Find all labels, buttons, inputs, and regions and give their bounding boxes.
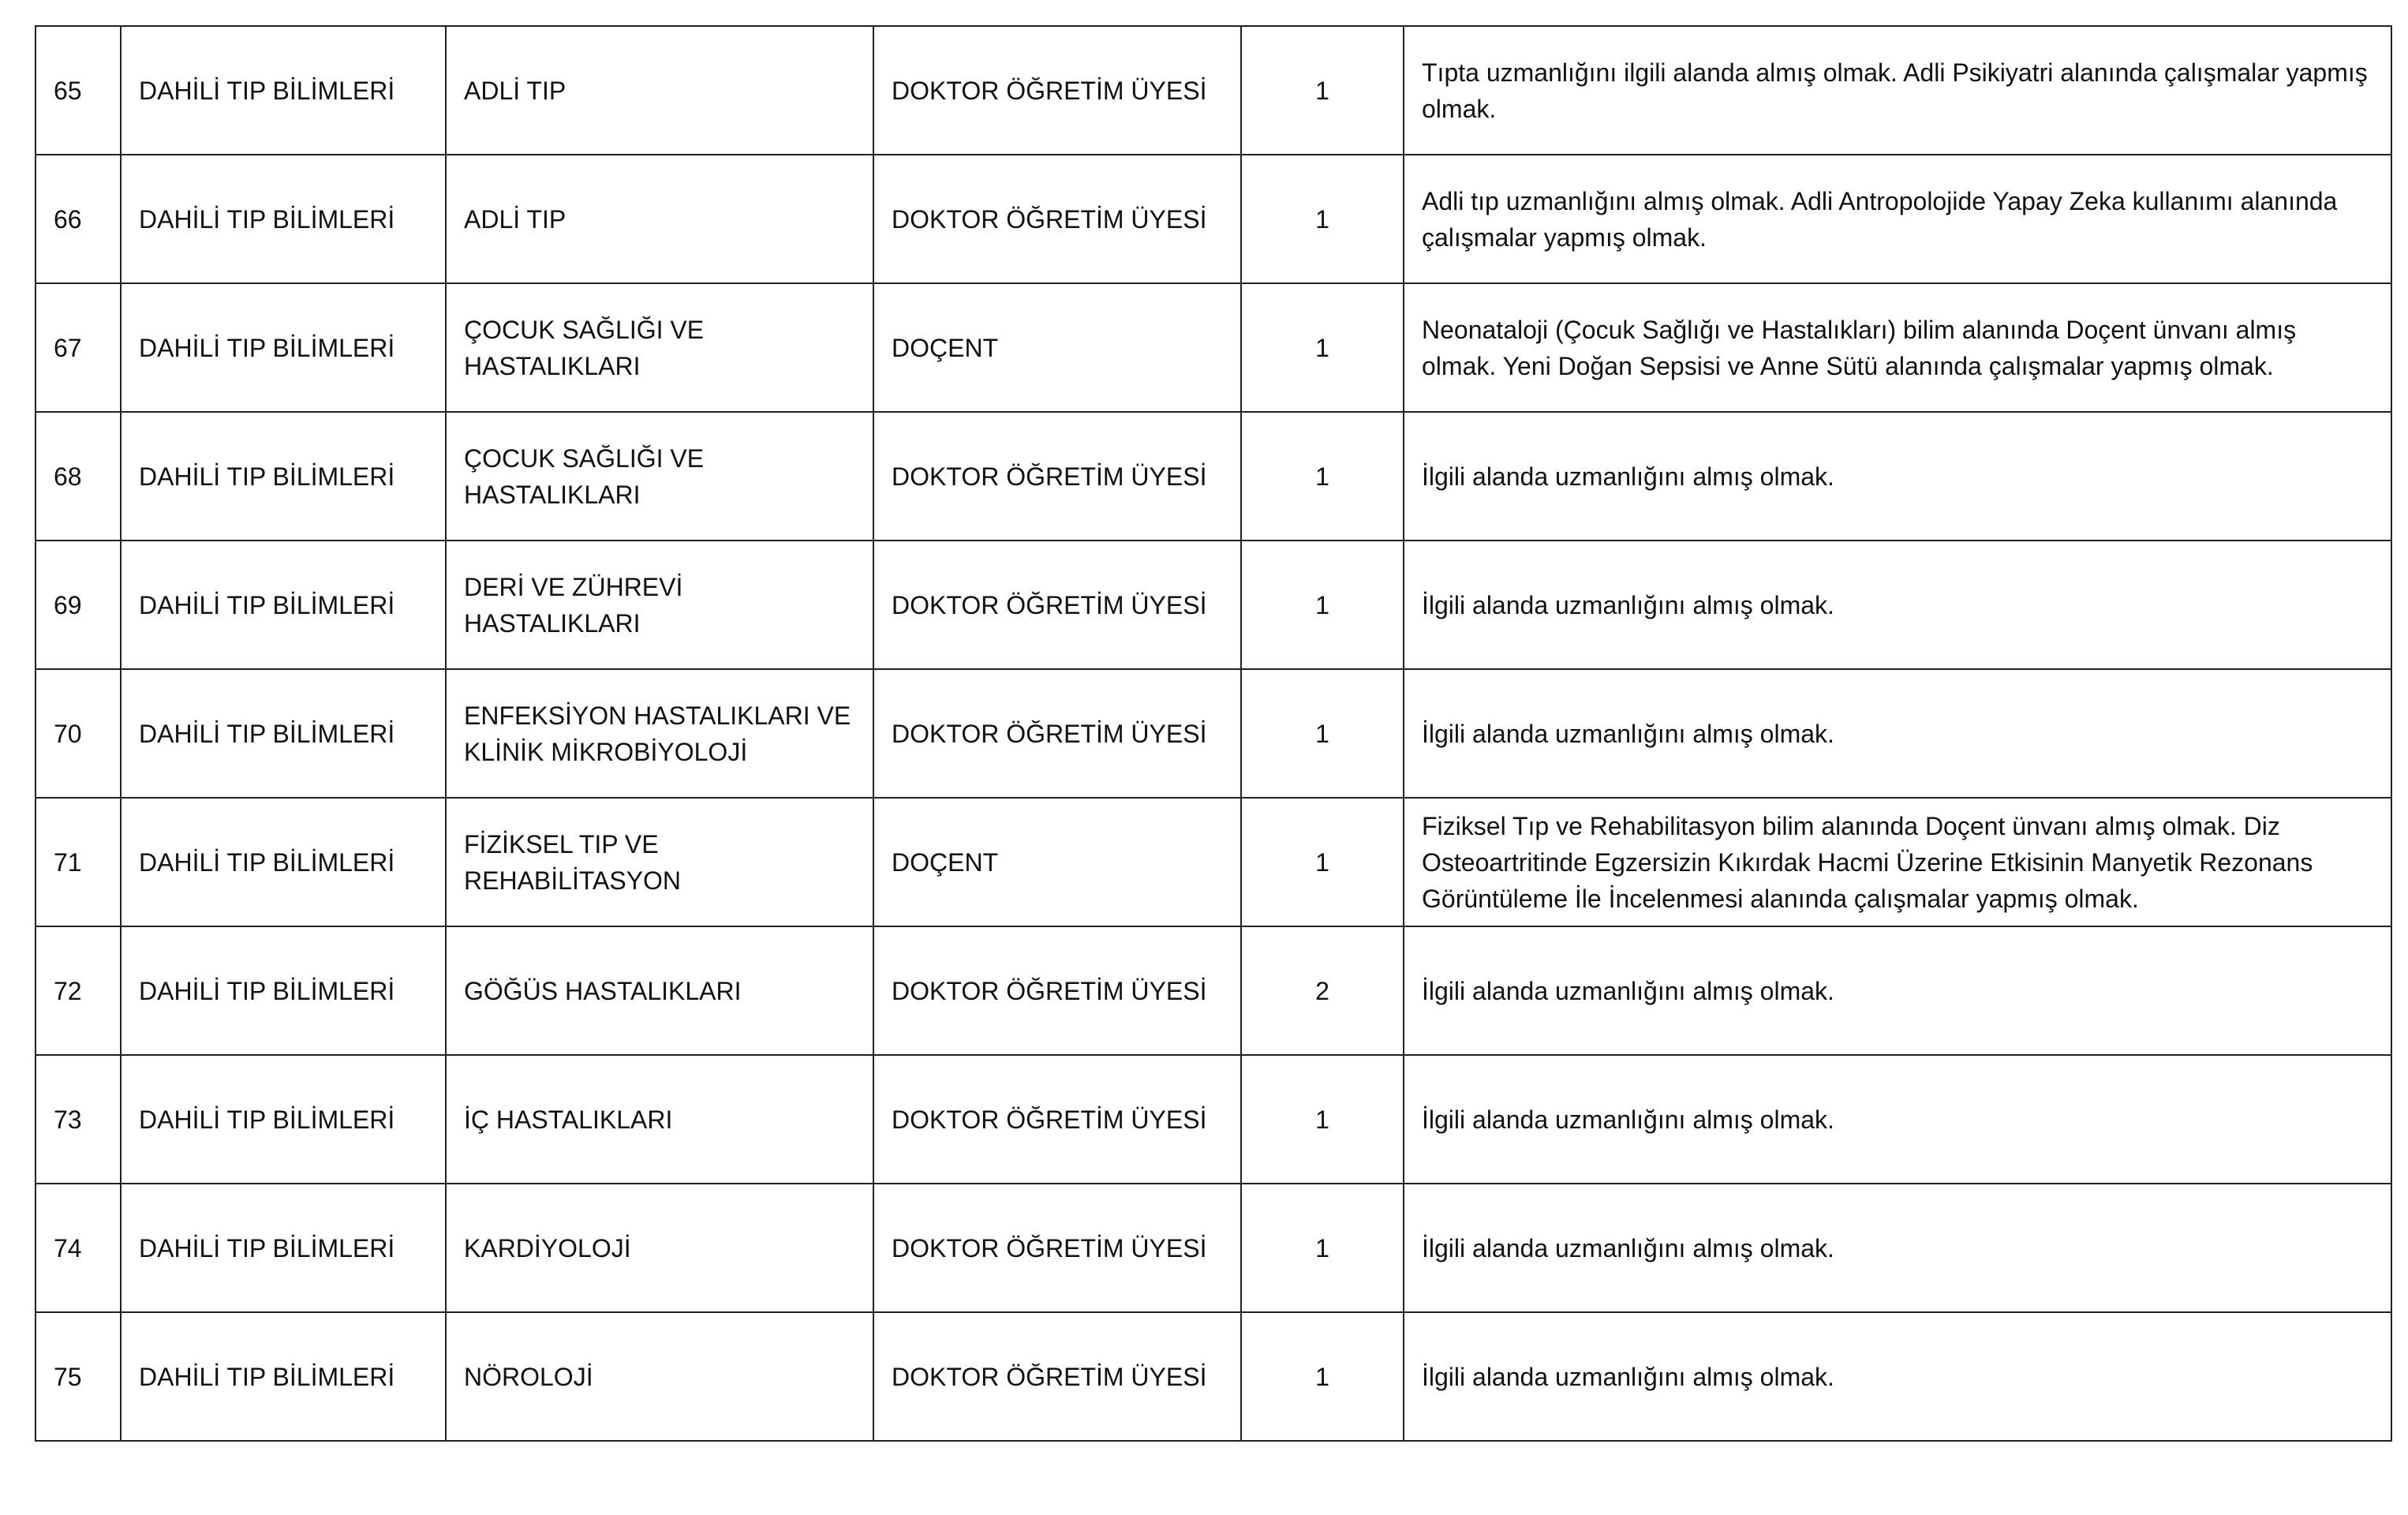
positions-table — [35, 25, 2392, 1442]
cell-row-number: 75 — [36, 1312, 121, 1441]
cell-row-number: 72 — [36, 926, 121, 1055]
cell-academic-title: DOKTOR ÖĞRETİM ÜYESİ — [873, 155, 1241, 283]
cell-row-number: 74 — [36, 1184, 121, 1312]
cell-row-number: 67 — [36, 283, 121, 412]
cell-department: ADLİ TIP — [446, 26, 873, 155]
cell-position-count: 1 — [1241, 541, 1404, 669]
cell-department: DERİ VE ZÜHREVİ HASTALIKLARI — [446, 541, 873, 669]
cell-academic-title: DOKTOR ÖĞRETİM ÜYESİ — [873, 1055, 1241, 1184]
cell-requirement: İlgili alanda uzmanlığını almış olmak. — [1404, 1312, 2391, 1441]
cell-faculty: DAHİLİ TIP BİLİMLERİ — [121, 1184, 446, 1312]
cell-row-number: 68 — [36, 412, 121, 541]
cell-department: ENFEKSİYON HASTALIKLARI VE KLİNİK MİKROBİYOLOJİ — [446, 669, 873, 798]
cell-academic-title: DOKTOR ÖĞRETİM ÜYESİ — [873, 1312, 1241, 1441]
cell-faculty: DAHİLİ TIP BİLİMLERİ — [121, 541, 446, 669]
cell-position-count: 1 — [1241, 26, 1404, 155]
cell-faculty: DAHİLİ TIP BİLİMLERİ — [121, 1312, 446, 1441]
cell-position-count: 1 — [1241, 1055, 1404, 1184]
cell-faculty: DAHİLİ TIP BİLİMLERİ — [121, 412, 446, 541]
cell-department: ADLİ TIP — [446, 155, 873, 283]
cell-requirement: İlgili alanda uzmanlığını almış olmak. — [1404, 412, 2391, 541]
cell-row-number: 70 — [36, 669, 121, 798]
cell-position-count: 1 — [1241, 283, 1404, 412]
cell-department: İÇ HASTALIKLARI — [446, 1055, 873, 1184]
cell-row-number: 69 — [36, 541, 121, 669]
cell-faculty: DAHİLİ TIP BİLİMLERİ — [121, 798, 446, 926]
cell-faculty: DAHİLİ TIP BİLİMLERİ — [121, 26, 446, 155]
cell-faculty: DAHİLİ TIP BİLİMLERİ — [121, 155, 446, 283]
cell-requirement: İlgili alanda uzmanlığını almış olmak. — [1404, 1184, 2391, 1312]
cell-requirement: Tıpta uzmanlığını ilgili alanda almış olmak. Adli Psikiyatri alanında çalışmalar yapmış olmak. — [1404, 26, 2391, 155]
cell-academic-title: DOÇENT — [873, 798, 1241, 926]
table-body — [36, 26, 2391, 1441]
cell-department: KARDİYOLOJİ — [446, 1184, 873, 1312]
cell-requirement: Adli tıp uzmanlığını almış olmak. Adli Antropolojide Yapay Zeka kullanımı alanında çalışmalar yapmış olmak. — [1404, 155, 2391, 283]
cell-academic-title: DOKTOR ÖĞRETİM ÜYESİ — [873, 926, 1241, 1055]
cell-position-count: 1 — [1241, 155, 1404, 283]
cell-faculty: DAHİLİ TIP BİLİMLERİ — [121, 283, 446, 412]
table-row — [36, 798, 2391, 926]
cell-academic-title: DOKTOR ÖĞRETİM ÜYESİ — [873, 669, 1241, 798]
table-row — [36, 283, 2391, 412]
cell-row-number: 65 — [36, 26, 121, 155]
table-row — [36, 26, 2391, 155]
cell-position-count: 2 — [1241, 926, 1404, 1055]
table-row — [36, 1184, 2391, 1312]
cell-requirement: İlgili alanda uzmanlığını almış olmak. — [1404, 541, 2391, 669]
cell-faculty: DAHİLİ TIP BİLİMLERİ — [121, 926, 446, 1055]
table-row — [36, 669, 2391, 798]
cell-position-count: 1 — [1241, 669, 1404, 798]
cell-academic-title: DOKTOR ÖĞRETİM ÜYESİ — [873, 412, 1241, 541]
cell-position-count: 1 — [1241, 1312, 1404, 1441]
cell-position-count: 1 — [1241, 412, 1404, 541]
cell-department: ÇOCUK SAĞLIĞI VE HASTALIKLARI — [446, 412, 873, 541]
cell-row-number: 71 — [36, 798, 121, 926]
cell-requirement: İlgili alanda uzmanlığını almış olmak. — [1404, 926, 2391, 1055]
table-row — [36, 155, 2391, 283]
cell-department: NÖROLOJİ — [446, 1312, 873, 1441]
cell-department: FİZİKSEL TIP VE REHABİLİTASYON — [446, 798, 873, 926]
cell-faculty: DAHİLİ TIP BİLİMLERİ — [121, 1055, 446, 1184]
table-row — [36, 541, 2391, 669]
cell-academic-title: DOKTOR ÖĞRETİM ÜYESİ — [873, 1184, 1241, 1312]
cell-academic-title: DOKTOR ÖĞRETİM ÜYESİ — [873, 26, 1241, 155]
cell-faculty: DAHİLİ TIP BİLİMLERİ — [121, 669, 446, 798]
cell-row-number: 73 — [36, 1055, 121, 1184]
cell-position-count: 1 — [1241, 798, 1404, 926]
table-row — [36, 412, 2391, 541]
cell-academic-title: DOÇENT — [873, 283, 1241, 412]
cell-row-number: 66 — [36, 155, 121, 283]
table-row — [36, 926, 2391, 1055]
cell-requirement: Neonataloji (Çocuk Sağlığı ve Hastalıkları) bilim alanında Doçent ünvanı almış olmak. Yeni Doğan Sepsisi ve Anne Sütü alanında çalışmalar yapmış olmak. — [1404, 283, 2391, 412]
cell-department: GÖĞÜS HASTALIKLARI — [446, 926, 873, 1055]
cell-requirement: İlgili alanda uzmanlığını almış olmak. — [1404, 669, 2391, 798]
table-row — [36, 1312, 2391, 1441]
cell-department: ÇOCUK SAĞLIĞI VE HASTALIKLARI — [446, 283, 873, 412]
cell-position-count: 1 — [1241, 1184, 1404, 1312]
cell-requirement: İlgili alanda uzmanlığını almış olmak. — [1404, 1055, 2391, 1184]
table-row — [36, 1055, 2391, 1184]
cell-academic-title: DOKTOR ÖĞRETİM ÜYESİ — [873, 541, 1241, 669]
cell-requirement: Fiziksel Tıp ve Rehabilitasyon bilim alanında Doçent ünvanı almış olmak. Diz Osteoartritinde Egzersizin Kıkırdak Hacmi Üzerine Etkisinin Manyetik Rezonans Görüntüleme İle İncelenmesi alanında çalışmalar yapmış olmak. — [1404, 798, 2391, 926]
